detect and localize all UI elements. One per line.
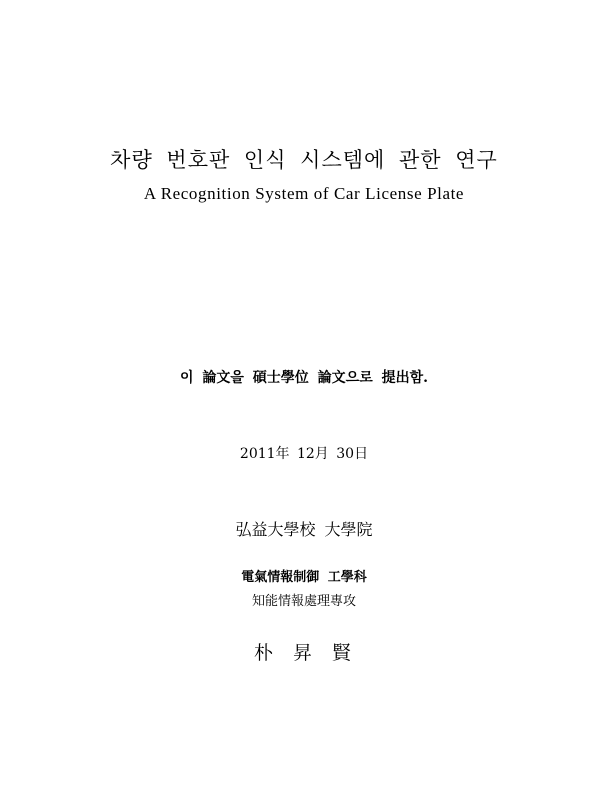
thesis-title-english: A Recognition System of Car License Plate	[143, 184, 465, 203]
submission-date: 2011年 12月 30日	[239, 446, 369, 462]
submission-statement: 이 論文을 碩士學位 論文으로 提出함.	[180, 370, 428, 386]
author-name: 朴 昇 賢	[253, 642, 355, 664]
university-name: 弘益大學校 大學院	[235, 520, 373, 539]
major-name: 知能情報處理專攻	[251, 594, 356, 609]
thesis-title-korean: 차량 번호판 인식 시스템에 관한 연구	[110, 148, 498, 172]
department-name: 電氣情報制御 工學科	[241, 570, 367, 585]
